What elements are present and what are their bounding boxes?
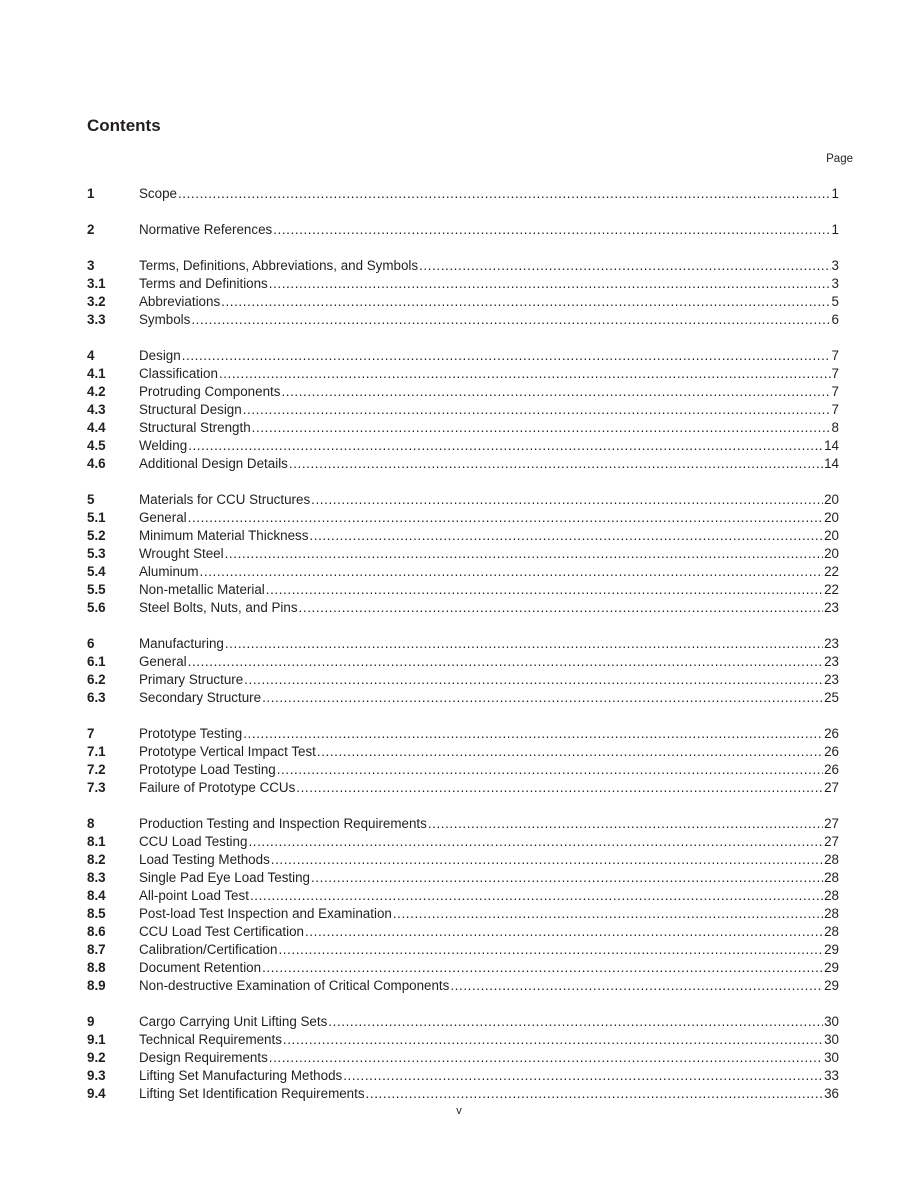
toc-entry-title[interactable]: Wrought Steel [139,546,224,561]
toc-dot-leader [191,311,830,329]
toc-entry-number: 9.1 [87,1032,106,1047]
toc-dot-leader [299,599,824,617]
toc-entry[interactable] [87,635,839,653]
toc-entry-title[interactable]: Symbols [139,312,191,327]
toc-dot-leader [273,221,830,239]
toc-entry-number: 3.2 [87,294,106,309]
toc-dot-leader [311,869,823,887]
toc-entry[interactable] [87,977,839,995]
toc-entry-number: 4.1 [87,366,106,381]
toc-entry-title[interactable]: Cargo Carrying Unit Lifting Sets [139,1014,328,1029]
toc-entry-number: 8.3 [87,870,106,885]
toc-entry[interactable] [87,887,839,905]
toc-dot-leader [178,185,831,203]
toc-dot-leader [262,689,823,707]
toc-dot-leader [281,383,830,401]
toc-section-group [87,815,839,995]
toc-entry[interactable] [87,815,839,833]
toc-entry-number: 5.4 [87,564,106,579]
toc-entry-page: 36 [824,1086,839,1101]
toc-entry-number: 2 [87,222,95,237]
toc-entry-title[interactable]: Abbreviations [139,294,221,309]
toc-entry-page: 29 [824,942,839,957]
toc-dot-leader [271,851,823,869]
toc-entry-title[interactable]: General [139,510,187,525]
toc-section-group [87,185,839,203]
toc-entry-title[interactable]: General [139,654,187,669]
toc-entry-number: 3.3 [87,312,106,327]
toc-dot-leader [221,293,830,311]
toc-entry-page: 23 [824,672,839,687]
toc-entry-number: 8.9 [87,978,106,993]
toc-dot-leader [305,923,823,941]
toc-entry-page: 14 [824,456,839,471]
toc-entry-title[interactable]: Steel Bolts, Nuts, and Pins [139,600,298,615]
toc-dot-leader [182,347,831,365]
toc-dot-leader [278,941,823,959]
toc-dot-leader [366,1085,824,1103]
toc-entry-number: 7.2 [87,762,106,777]
toc-dot-leader [450,977,823,995]
toc-entry-number: 7.3 [87,780,106,795]
toc-entry[interactable] [87,563,839,581]
toc-dot-leader [225,635,823,653]
toc-entry-title[interactable]: Structural Design [139,402,242,417]
toc-entry-title[interactable]: Post-load Test Inspection and Examination [139,906,392,921]
toc-entry-title[interactable]: Manufacturing [139,636,224,651]
toc-entry-title[interactable]: Normative References [139,222,273,237]
toc-entry-page: 20 [824,492,839,507]
toc-entry-number: 6 [87,636,95,651]
toc-entry-title[interactable]: Lifting Set Manufacturing Methods [139,1068,343,1083]
toc-entry-title[interactable]: Production Testing and Inspection Requirements [139,816,427,831]
toc-entry[interactable] [87,761,839,779]
toc-entry[interactable] [87,257,839,275]
toc-entry-title[interactable]: Non-destructive Examination of Critical Components [139,978,450,993]
toc-dot-leader [252,419,831,437]
toc-entry-number: 3 [87,258,95,273]
toc-dot-leader [188,509,823,527]
toc-dot-leader [219,365,831,383]
toc-entry[interactable] [87,365,839,383]
toc-entry-title[interactable]: Failure of Prototype CCUs [139,780,296,795]
toc-dot-leader [317,743,823,761]
toc-entry-number: 8.7 [87,942,106,957]
toc-entry-title[interactable]: Prototype Vertical Impact Test [139,744,316,759]
toc-entry-number: 8.2 [87,852,106,867]
toc-dot-leader [277,761,823,779]
toc-entry-page: 14 [824,438,839,453]
toc-entry-number: 3.1 [87,276,106,291]
toc-entry[interactable] [87,383,839,401]
toc-entry-page: 20 [824,510,839,525]
toc-entry-number: 8.5 [87,906,106,921]
toc-entry-page: 33 [824,1068,839,1083]
toc-entry-number: 4.2 [87,384,106,399]
toc-entry-number: 5.1 [87,510,106,525]
toc-dot-leader [311,491,823,509]
toc-section-group [87,347,839,473]
toc-entry-title[interactable]: Document Retention [139,960,262,975]
toc-entry[interactable] [87,869,839,887]
toc-entry-page: 28 [824,888,839,903]
toc-entry-page: 7 [831,348,839,363]
toc-entry-title[interactable]: Non-metallic Material [139,582,265,597]
toc-entry[interactable] [87,599,839,617]
toc-dot-leader [248,833,823,851]
toc-entry[interactable] [87,437,839,455]
toc-entry-number: 8 [87,816,95,831]
toc-dot-leader [296,779,823,797]
toc-entry-page: 27 [824,816,839,831]
toc-entry[interactable] [87,905,839,923]
toc-entry-title[interactable]: Prototype Testing [139,726,243,741]
toc-entry-title[interactable]: Technical Requirements [139,1032,282,1047]
contents-heading: Contents [87,116,161,135]
toc-dot-leader [225,545,823,563]
toc-entry-page: 1 [831,186,839,201]
toc-entry-page: 28 [824,870,839,885]
toc-entry-page: 29 [824,960,839,975]
toc-entry-number: 4.3 [87,402,106,417]
toc-entry-title[interactable]: Scope [139,186,177,201]
toc-entry[interactable] [87,743,839,761]
toc-entry-number: 7 [87,726,95,741]
toc-entry-title[interactable]: CCU Load Testing [139,834,248,849]
toc-section-group [87,725,839,797]
table-of-contents [87,185,839,1121]
toc-entry[interactable] [87,491,839,509]
toc-dot-leader [250,887,823,905]
toc-entry-page: 20 [824,528,839,543]
toc-entry-title[interactable]: Design Requirements [139,1050,268,1065]
toc-entry-title[interactable]: Welding [139,438,188,453]
toc-entry-number: 5.5 [87,582,106,597]
toc-entry-number: 6.2 [87,672,106,687]
toc-entry-title[interactable]: Lifting Set Identification Requirements [139,1086,365,1101]
toc-entry[interactable] [87,1031,839,1049]
toc-entry-number: 4.4 [87,420,106,435]
toc-entry-title[interactable]: Design [139,348,181,363]
page-column-label: Page [826,153,853,165]
toc-entry-page: 27 [824,780,839,795]
toc-entry[interactable] [87,689,839,707]
toc-entry-page: 28 [824,924,839,939]
toc-dot-leader [419,257,830,275]
toc-entry-title[interactable]: Aluminum [139,564,199,579]
toc-entry-page: 25 [824,690,839,705]
toc-entry-page: 5 [831,294,839,309]
toc-section-group [87,635,839,707]
toc-entry[interactable] [87,1049,839,1067]
toc-entry-page: 26 [824,762,839,777]
toc-entry[interactable] [87,509,839,527]
toc-dot-leader [243,401,831,419]
toc-entry-page: 7 [831,384,839,399]
toc-dot-leader [244,671,823,689]
toc-entry-number: 5.3 [87,546,106,561]
toc-entry[interactable] [87,725,839,743]
toc-entry-title[interactable]: Minimum Material Thickness [139,528,309,543]
toc-entry-page: 23 [824,654,839,669]
toc-entry[interactable] [87,1013,839,1031]
toc-section-group [87,257,839,329]
toc-entry-page: 30 [824,1014,839,1029]
toc-entry-page: 22 [824,582,839,597]
toc-entry-number: 9.4 [87,1086,106,1101]
toc-entry[interactable] [87,455,839,473]
toc-entry-page: 26 [824,744,839,759]
toc-entry-title[interactable]: Single Pad Eye Load Testing [139,870,310,885]
toc-entry[interactable] [87,1067,839,1085]
toc-entry[interactable] [87,671,839,689]
toc-entry-page: 28 [824,852,839,867]
toc-entry-page: 27 [824,834,839,849]
toc-entry[interactable] [87,833,839,851]
toc-entry-number: 8.4 [87,888,106,903]
toc-entry-number: 9 [87,1014,95,1029]
toc-dot-leader [269,275,831,293]
toc-entry-page: 6 [831,312,839,327]
toc-dot-leader [243,725,823,743]
toc-entry[interactable] [87,581,839,599]
toc-entry-page: 3 [831,276,839,291]
toc-entry[interactable] [87,401,839,419]
toc-dot-leader [200,563,824,581]
toc-entry-page: 23 [824,636,839,651]
toc-entry-page: 29 [824,978,839,993]
toc-entry-title[interactable]: Terms and Definitions [139,276,268,291]
toc-dot-leader [343,1067,823,1085]
toc-entry[interactable] [87,851,839,869]
toc-entry-title[interactable]: Primary Structure [139,672,244,687]
toc-dot-leader [428,815,823,833]
toc-entry-title[interactable]: Prototype Load Testing [139,762,276,777]
toc-entry[interactable] [87,293,839,311]
toc-entry[interactable] [87,311,839,329]
toc-entry[interactable] [87,419,839,437]
toc-dot-leader [188,653,823,671]
toc-entry[interactable] [87,653,839,671]
toc-entry-number: 9.2 [87,1050,106,1065]
toc-entry-page: 26 [824,726,839,741]
toc-entry[interactable] [87,779,839,797]
toc-entry-title[interactable]: Additional Design Details [139,456,288,471]
toc-section-group [87,1013,839,1103]
toc-entry[interactable] [87,221,839,239]
toc-entry-page: 23 [824,600,839,615]
toc-dot-leader [269,1049,823,1067]
toc-dot-leader [309,527,823,545]
toc-entry-title[interactable]: Load Testing Methods [139,852,270,867]
toc-dot-leader [266,581,823,599]
toc-entry-page: 7 [831,366,839,381]
toc-entry-number: 4 [87,348,95,363]
toc-entry-number: 8.1 [87,834,106,849]
toc-entry[interactable] [87,185,839,203]
toc-entry-title[interactable]: Terms, Definitions, Abbreviations, and Symbols [139,258,419,273]
toc-entry-page: 1 [831,222,839,237]
toc-entry-number: 5.2 [87,528,106,543]
toc-section-group [87,221,839,239]
toc-entry-number: 5.6 [87,600,106,615]
toc-entry-page: 28 [824,906,839,921]
toc-entry[interactable] [87,527,839,545]
toc-entry-page: 7 [831,402,839,417]
toc-dot-leader [262,959,823,977]
toc-entry-title[interactable]: Calibration/Certification [139,942,278,957]
toc-entry-number: 6.3 [87,690,106,705]
toc-dot-leader [393,905,823,923]
toc-entry[interactable] [87,941,839,959]
toc-dot-leader [283,1031,823,1049]
toc-entry[interactable] [87,1085,839,1103]
toc-entry-page: 22 [824,564,839,579]
toc-entry[interactable] [87,923,839,941]
toc-entry-page: 8 [831,420,839,435]
toc-entry[interactable] [87,347,839,365]
toc-dot-leader [188,437,823,455]
toc-entry-title[interactable]: Secondary Structure [139,690,262,705]
footer-page-number: v [456,1105,462,1117]
toc-entry-title[interactable]: Structural Strength [139,420,251,435]
toc-dot-leader [289,455,823,473]
toc-entry-title[interactable]: CCU Load Test Certification [139,924,304,939]
toc-entry-title[interactable]: Classification [139,366,218,381]
toc-entry[interactable] [87,275,839,293]
toc-entry-number: 6.1 [87,654,106,669]
toc-entry-number: 5 [87,492,95,507]
toc-entry-page: 20 [824,546,839,561]
toc-section-group [87,491,839,617]
toc-entry-number: 7.1 [87,744,106,759]
toc-entry-number: 9.3 [87,1068,106,1083]
toc-entry-number: 8.8 [87,960,106,975]
toc-entry-page: 30 [824,1050,839,1065]
toc-entry-number: 4.5 [87,438,106,453]
toc-entry-number: 1 [87,186,95,201]
toc-entry-title[interactable]: Materials for CCU Structures [139,492,311,507]
toc-entry-number: 4.6 [87,456,106,471]
toc-entry-page: 30 [824,1032,839,1047]
toc-entry-page: 3 [831,258,839,273]
toc-entry[interactable] [87,959,839,977]
toc-entry[interactable] [87,545,839,563]
toc-dot-leader [328,1013,823,1031]
toc-entry-title[interactable]: All-point Load Test [139,888,249,903]
toc-entry-number: 8.6 [87,924,106,939]
toc-entry-title[interactable]: Protruding Components [139,384,281,399]
